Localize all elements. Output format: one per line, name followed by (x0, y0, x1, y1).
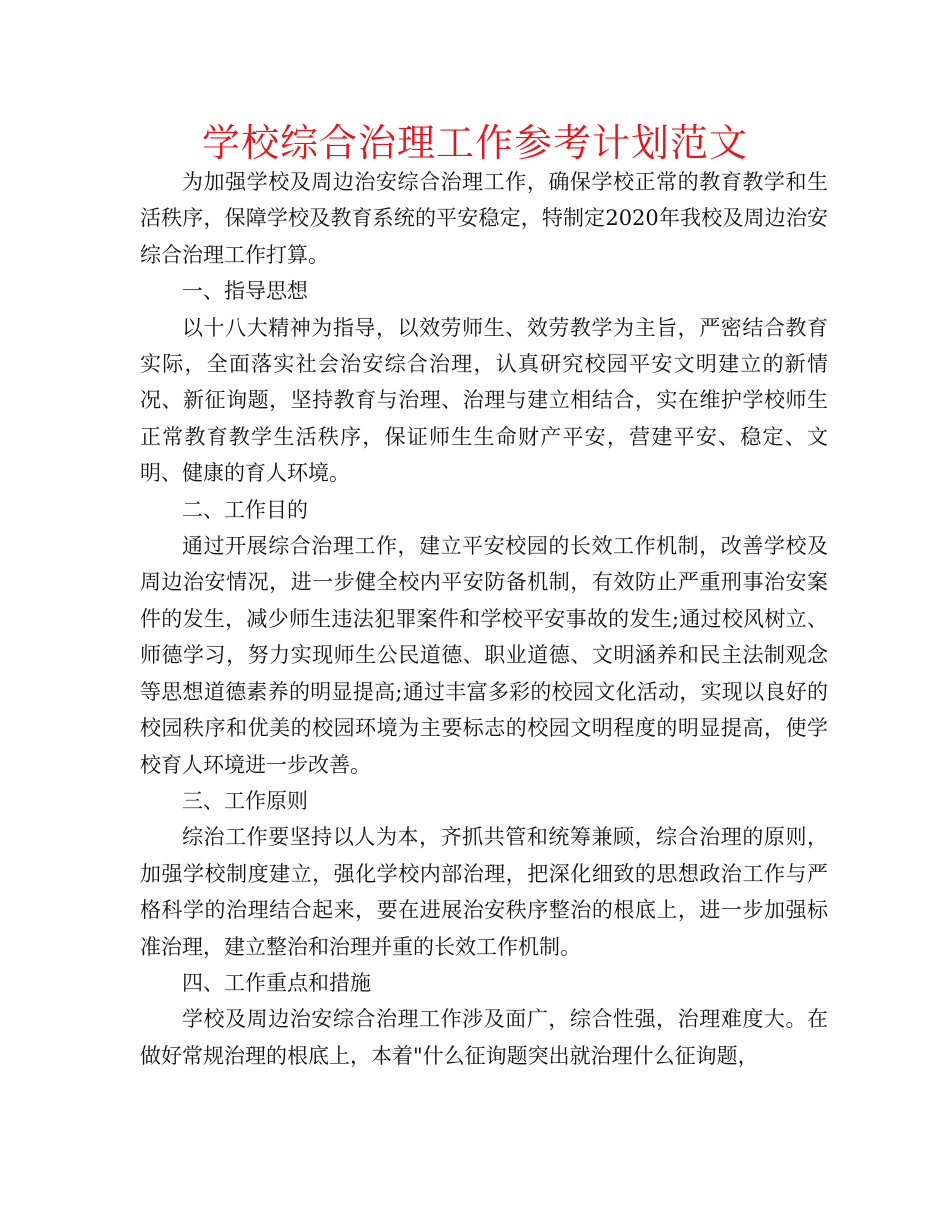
section-heading-key-measures: 四、工作重点和措施 (182, 970, 371, 995)
section-heading-work-principles: 三、工作原则 (182, 788, 308, 813)
section-heading-work-goals: 二、工作目的 (182, 497, 308, 522)
work-goals-paragraph: 通过开展综合治理工作，建立平安校园的长效工作机制，改善学校及周边治安情况，进一步健全校内平安防备机制，有效防止严重刑事治安案件的发生，减少师生违法犯罪案件和学校平安事故的发生;通过校风树立、师德学习，努力实现师生公民道德、职业道德、文明涵养和民主法制观念等思想道德素养的明显提高;通过丰富多彩的校园文化活动，实现以良好的校园秩序和优美的校园环境为主要标志的校园文明程度的明显提高，使学校育人环境进一步改善。 (140, 534, 828, 777)
guiding-ideology-paragraph: 以十八大精神为指导，以效劳师生、效劳教学为主旨，严密结合教育实际，全面落实社会治安综合治理，认真研究校园平安文明建立的新情况、新征询题，坚持教育与治理、治理与建立相结合，实在维护学校师生正常教育教学生活秩序，保证师生生命财产平安，营建平安、稳定、文明、健康的育人环境。 (140, 315, 828, 486)
document-title: 学校综合治理工作参考计划范文 (201, 121, 748, 165)
intro-paragraph: 为加强学校及周边治安综合治理工作，确保学校正常的教育教学和生活秩序，保障学校及教育系统的平安稳定，特制定2020年我校及周边治安综合治理工作打算。 (140, 170, 828, 267)
key-measures-paragraph: 学校及周边治安综合治理工作涉及面广，综合性强，治理难度大。在做好常规治理的根底上，本着"什么征询题突出就治理什么征询题， (140, 1007, 828, 1068)
document-body (140, 164, 828, 1074)
work-principles-paragraph: 综治工作要坚持以人为本，齐抓共管和统筹兼顾，综合治理的原则，加强学校制度建立，强化学校内部治理，把深化细致的思想政治工作与严格科学的治理结合起来，要在进展治安秩序整治的根底上，进一步加强标准治理，建立整治和治理并重的长效工作机制。 (140, 825, 828, 959)
section-heading-guiding-ideology: 一、指导思想 (182, 279, 308, 304)
